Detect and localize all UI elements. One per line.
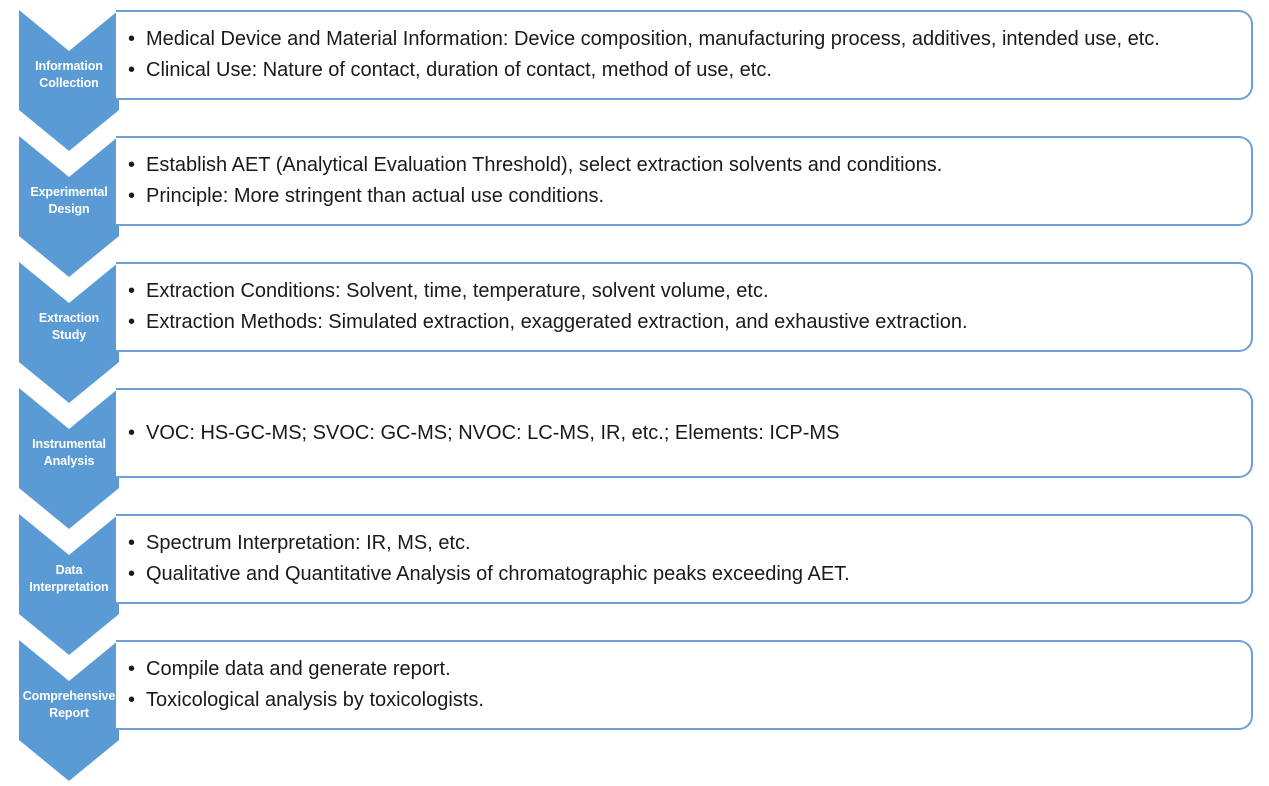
bullet-dot-icon: • bbox=[128, 185, 136, 207]
bullet-text: Clinical Use: Nature of contact, duration of contact, method of use, etc. bbox=[146, 59, 772, 81]
bullet-dot-icon: • bbox=[128, 689, 136, 711]
step-detail-box bbox=[116, 640, 1253, 730]
bullet-text: Medical Device and Material Information: Device composition, manufacturing process, additives, intended use, etc. bbox=[146, 28, 1160, 50]
bullet-dot-icon: • bbox=[128, 59, 136, 81]
step-detail-box bbox=[116, 514, 1253, 604]
bullet-item bbox=[128, 685, 1251, 716]
bullet-item bbox=[128, 528, 1251, 559]
process-step bbox=[0, 514, 1269, 660]
process-step bbox=[0, 640, 1269, 786]
bullet-dot-icon: • bbox=[128, 311, 136, 333]
step-label bbox=[19, 533, 119, 625]
bullet-item bbox=[128, 654, 1251, 685]
bullet-item bbox=[128, 150, 1251, 181]
bullet-dot-icon: • bbox=[128, 563, 136, 585]
bullet-item bbox=[128, 418, 1251, 449]
bullet-item bbox=[128, 276, 1251, 307]
bullet-text: Spectrum Interpretation: IR, MS, etc. bbox=[146, 532, 471, 554]
bullet-text: Qualitative and Quantitative Analysis of chromatographic peaks exceeding AET. bbox=[146, 563, 850, 585]
step-detail-box bbox=[116, 388, 1253, 478]
step-label bbox=[19, 407, 119, 499]
step-label-text: Instrumental Analysis bbox=[32, 437, 106, 468]
bullet-dot-icon: • bbox=[128, 28, 136, 50]
bullet-dot-icon: • bbox=[128, 421, 136, 444]
process-step bbox=[0, 388, 1269, 534]
step-label bbox=[19, 281, 119, 373]
step-label-text: Experimental Design bbox=[30, 185, 108, 216]
bullet-dot-icon: • bbox=[128, 532, 136, 554]
step-label-text: Comprehensive Report bbox=[22, 689, 116, 720]
bullet-text: Establish AET (Analytical Evaluation Threshold), select extraction solvents and conditions. bbox=[146, 154, 943, 176]
process-step bbox=[0, 136, 1269, 282]
process-step bbox=[0, 10, 1269, 156]
step-label-text: Data Interpretation bbox=[29, 563, 109, 594]
process-step bbox=[0, 262, 1269, 408]
bullet-item bbox=[128, 559, 1251, 590]
bullet-item bbox=[128, 307, 1251, 338]
bullet-text: VOC: HS-GC-MS; SVOC: GC-MS; NVOC: LC-MS, IR, etc.; Elements: ICP-MS bbox=[146, 421, 840, 444]
step-label-text: Information Collection bbox=[35, 59, 103, 90]
bullet-item bbox=[128, 181, 1251, 212]
bullet-item bbox=[128, 55, 1251, 86]
step-label bbox=[19, 659, 119, 751]
bullet-text: Extraction Methods: Simulated extraction, exaggerated extraction, and exhaustive extraction. bbox=[146, 311, 968, 333]
bullet-text: Compile data and generate report. bbox=[146, 658, 451, 680]
step-detail-box bbox=[116, 10, 1253, 100]
step-label-text: Extraction Study bbox=[38, 311, 100, 342]
bullet-dot-icon: • bbox=[128, 280, 136, 302]
step-detail-box bbox=[116, 262, 1253, 352]
step-label bbox=[19, 29, 119, 121]
step-detail-box bbox=[116, 136, 1253, 226]
bullet-text: Toxicological analysis by toxicologists. bbox=[146, 689, 484, 711]
bullet-item bbox=[128, 24, 1251, 55]
bullet-text: Extraction Conditions: Solvent, time, temperature, solvent volume, etc. bbox=[146, 280, 769, 302]
bullet-dot-icon: • bbox=[128, 154, 136, 176]
step-label bbox=[19, 155, 119, 247]
bullet-dot-icon: • bbox=[128, 658, 136, 680]
bullet-text: Principle: More stringent than actual use conditions. bbox=[146, 185, 605, 207]
